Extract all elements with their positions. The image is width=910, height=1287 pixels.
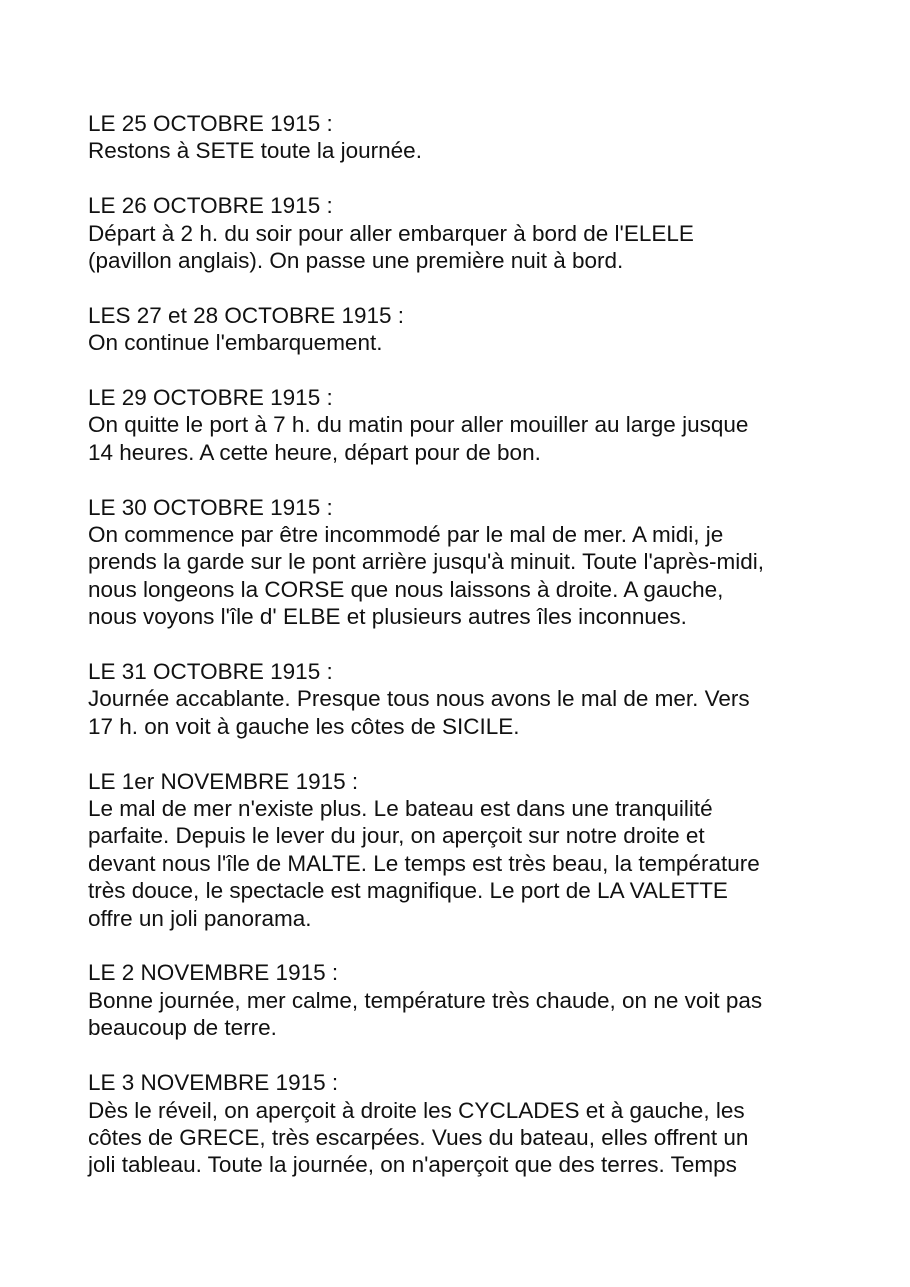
diary-entry <box>88 1069 868 1179</box>
entry-date: LE 25 OCTOBRE 1915 : <box>88 111 333 136</box>
entry-text-line: prends la garde sur le pont arrière jusqu'à minuit. Toute l'après-midi, <box>88 549 765 575</box>
diary-entry <box>88 494 868 631</box>
diary-entry <box>88 192 868 274</box>
diary-entry <box>88 302 868 357</box>
entry-date: LE 1er NOVEMBRE 1915 : <box>88 768 359 794</box>
diary-entry <box>88 110 868 165</box>
entry-text-line: côtes de GRECE, très escarpées. Vues du bateau, elles offrent un <box>88 1124 749 1150</box>
entry-text-line: nous longeons la CORSE que nous laissons à droite. A gauche, <box>88 576 724 602</box>
entry-date: LE 3 NOVEMBRE 1915 : <box>88 1070 339 1096</box>
diary-entry <box>88 959 868 1041</box>
entry-text-line: beaucoup de terre. <box>88 1015 277 1041</box>
entry-text-line: devant nous l'île de MALTE. Le temps est très beau, la température <box>88 850 760 876</box>
entry-text-line: Le mal de mer n'existe plus. Le bateau est dans une tranquilité <box>88 796 713 822</box>
entry-text-line: très douce, le spectacle est magnifique. Le port de LA VALETTE <box>88 878 728 904</box>
entry-text-line: Restons à SETE toute la journée. <box>88 138 422 164</box>
entry-text-line: parfaite. Depuis le lever du jour, on aperçoit sur notre droite et <box>88 823 705 849</box>
entry-date: LE 31 OCTOBRE 1915 : <box>88 659 333 685</box>
entry-date: LE 2 NOVEMBRE 1915 : <box>88 960 339 986</box>
entry-text-line: On commence par être incommodé par le mal de mer. A midi, je <box>88 522 724 548</box>
entry-text-line: (pavillon anglais). On passe une première nuit à bord. <box>88 248 624 274</box>
entry-text-line: Départ à 2 h. du soir pour aller embarquer à bord de l'ELELE <box>88 220 694 246</box>
document-page <box>88 110 868 1206</box>
entry-date: LE 30 OCTOBRE 1915 : <box>88 494 333 520</box>
entry-text-line: nous voyons l'île d' ELBE et plusieurs autres îles inconnues. <box>88 604 687 630</box>
diary-entry <box>88 384 868 466</box>
entry-text-line: Bonne journée, mer calme, température très chaude, on ne voit pas <box>88 987 763 1013</box>
entry-date: LES 27 et 28 OCTOBRE 1915 : <box>88 302 405 328</box>
entry-text-line: Dès le réveil, on aperçoit à droite les CYCLADES et à gauche, les <box>88 1097 745 1123</box>
entry-text-line: Journée accablante. Presque tous nous avons le mal de mer. Vers <box>88 686 750 712</box>
entry-text-line: 14 heures. A cette heure, départ pour de bon. <box>88 439 541 465</box>
entry-date: LE 26 OCTOBRE 1915 : <box>88 193 333 219</box>
entry-text-line: On continue l'embarquement. <box>88 330 383 356</box>
entry-text-line: offre un joli panorama. <box>88 905 312 931</box>
entry-date: LE 29 OCTOBRE 1915 : <box>88 385 333 411</box>
entry-text-line: joli tableau. Toute la journée, on n'aperçoit que des terres. Temps <box>88 1152 737 1178</box>
diary-entry <box>88 658 868 740</box>
entry-text-line: On quitte le port à 7 h. du matin pour aller mouiller au large jusque <box>88 412 749 438</box>
diary-entry <box>88 768 868 932</box>
entry-text-line: 17 h. on voit à gauche les côtes de SICILE. <box>88 713 520 739</box>
